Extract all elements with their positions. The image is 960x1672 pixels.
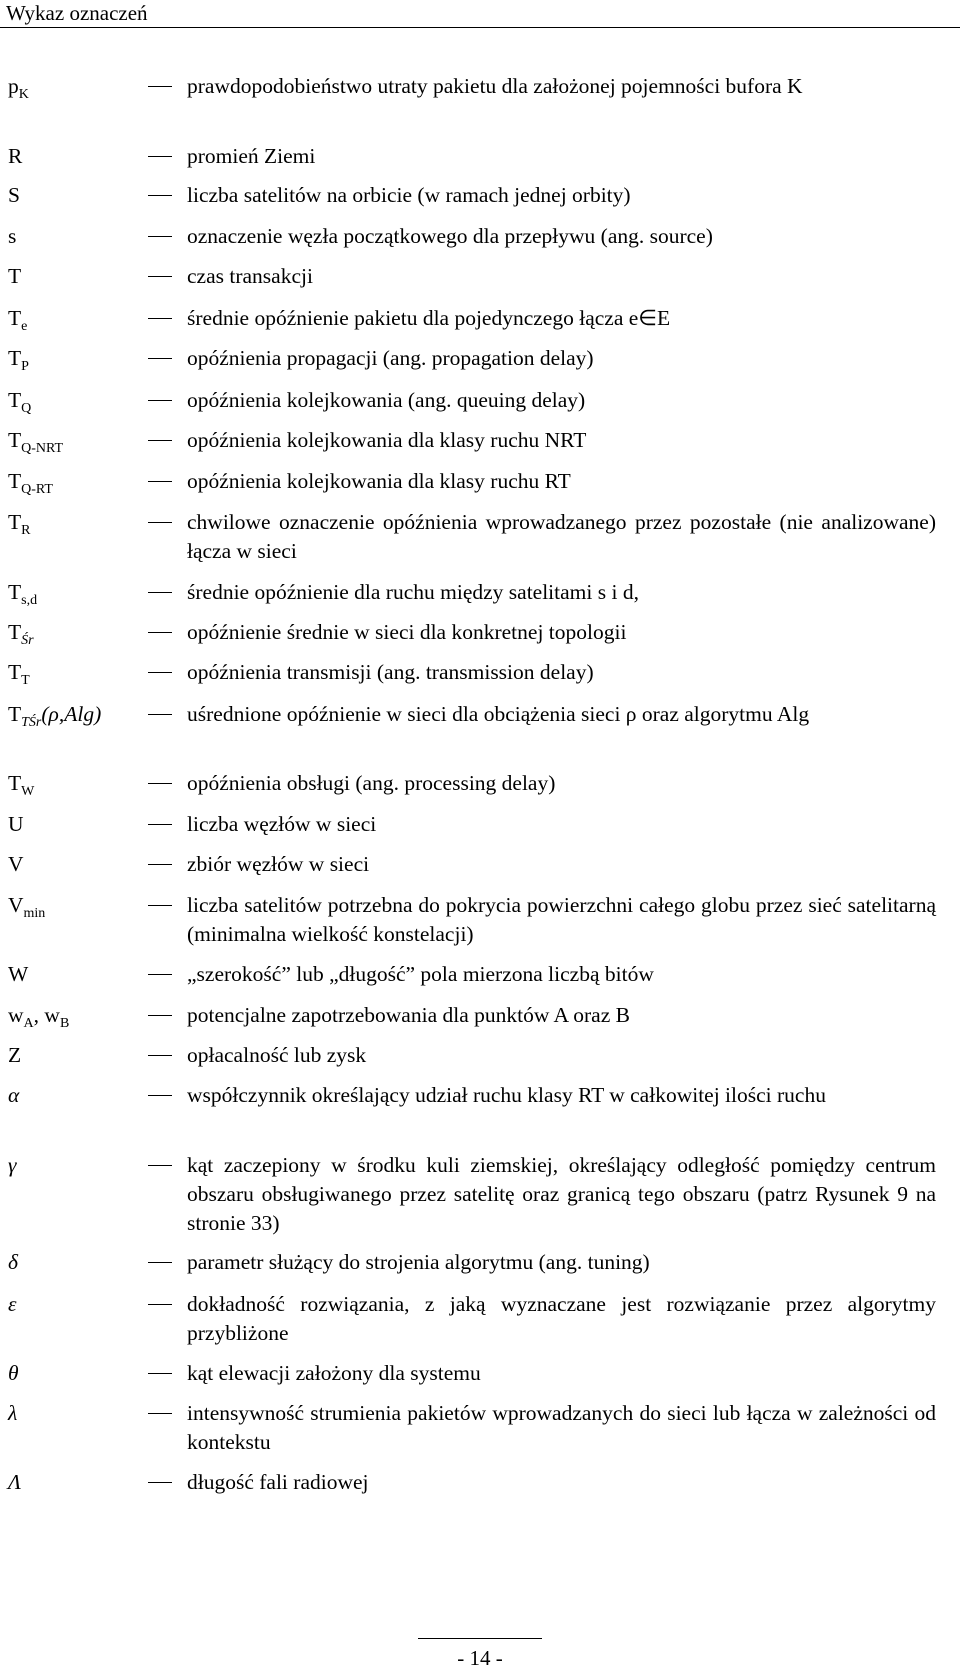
entry-dash (148, 714, 172, 715)
entry-dash (148, 440, 172, 441)
entry-dash (148, 318, 172, 319)
entry-description: opłacalność lub zysk (187, 1043, 367, 1067)
entry-symbol: $T_{TŚr}(\rho,Alg)$ (8, 702, 102, 730)
entry-dash (148, 783, 172, 784)
entry-description: intensywność strumienia pakietów wprowadzanych do sieci lub łącza w zależności od kontekstu (187, 1401, 936, 1454)
entry-dash (148, 1413, 172, 1414)
entry-symbol: θ (8, 1361, 19, 1385)
entry-symbol: R (8, 144, 23, 168)
entry-dash (148, 1015, 172, 1016)
entry-description: średnie opóźnienie pakietu dla pojedynczego łącza e∈E (187, 306, 671, 330)
entry-symbol: ε (8, 1292, 17, 1316)
entry-symbol: Z (8, 1043, 22, 1067)
entry-symbol: $T_Q$ (8, 388, 32, 416)
entry-description: kąt elewacji założony dla systemu (187, 1361, 481, 1385)
entry-dash (148, 864, 172, 865)
entry-description: liczba węzłów w sieci (187, 812, 377, 836)
entry-symbol: $p_K$ (8, 74, 29, 102)
entry-symbol: $w_A$, $w_B$ (8, 1003, 70, 1031)
entry-description: kąt zaczepiony w środku kuli ziemskiej, określający odległość pomiędzy centrum obszaru obsługiwanego przez satelitę oraz granicą tego obszaru (patrz Rysunek 9 na stronie 33) (187, 1153, 936, 1235)
entry-symbol: $T_{Q-RT}$ (8, 469, 53, 497)
entry-description: uśrednione opóźnienie w sieci dla obciążenia sieci ρ oraz algorytmu Alg (187, 702, 810, 726)
entry-description: opóźnienia obsługi (ang. processing delay) (187, 771, 556, 795)
entry-dash (148, 86, 172, 87)
entry-dash (148, 358, 172, 359)
entry-dash (148, 156, 172, 157)
entry-dash (148, 1262, 172, 1263)
entry-dash (148, 1165, 172, 1166)
entry-dash (148, 195, 172, 196)
entry-description: współczynnik określający udział ruchu klasy RT w całkowitej ilości ruchu (187, 1083, 826, 1107)
header-divider (0, 27, 960, 28)
entry-description: chwilowe oznaczenie opóźnienia wprowadzanego przez pozostałe (nie analizowane) łącza w sieci (187, 510, 936, 563)
page-header (0, 0, 960, 34)
entry-symbol: λ (8, 1401, 18, 1425)
entry-symbol: $T_P$ (8, 346, 29, 374)
entry-symbol: W (8, 962, 29, 986)
entry-symbol: $T_R$ (8, 510, 31, 538)
entry-description: opóźnienia kolejkowania dla klasy ruchu NRT (187, 428, 587, 452)
entry-description: potencjalne zapotrzebowania dla punktów A oraz B (187, 1003, 630, 1027)
entry-description: liczba satelitów potrzebna do pokrycia powierzchni całego globu przez sieć satelitarną (minimalna wielkość konstelacji) (187, 893, 936, 946)
entry-symbol: δ (8, 1250, 18, 1274)
entry-dash (148, 276, 172, 277)
entry-description: zbiór węzłów w sieci (187, 852, 370, 876)
entry-symbol: s (8, 224, 17, 248)
entry-dash (148, 1055, 172, 1056)
entry-symbol: $T_T$ (8, 660, 30, 688)
entry-description: czas transakcji (187, 264, 313, 288)
entry-dash (148, 481, 172, 482)
entry-description: „szerokość” lub „długość” pola mierzona liczbą bitów (187, 962, 654, 986)
entry-dash (148, 1304, 172, 1305)
entry-symbol: S (8, 183, 20, 207)
entry-symbol: T (8, 264, 22, 288)
entry-dash (148, 236, 172, 237)
entry-description: promień Ziemi (187, 144, 316, 168)
entry-dash (148, 1095, 172, 1096)
entry-description: oznaczenie węzła początkowego dla przepływu (ang. source) (187, 224, 713, 248)
entry-symbol: Λ (8, 1470, 21, 1494)
entry-dash (148, 824, 172, 825)
entry-description: średnie opóźnienie dla ruchu między satelitami s i d, (187, 580, 639, 604)
header-title: Wykaz oznaczeń (6, 1, 148, 25)
entry-description: dokładność rozwiązania, z jaką wyznaczane jest rozwiązanie przez algorytmy przybliżone (187, 1292, 936, 1345)
entry-symbol: γ (8, 1153, 17, 1177)
entry-description: długość fali radiowej (187, 1470, 369, 1494)
entry-symbol: $T_e$ (8, 306, 28, 334)
entry-symbol: $T_{Śr}$ (8, 620, 34, 648)
entry-symbol: $V_{min}$ (8, 893, 46, 921)
entry-symbol: V (8, 852, 24, 876)
entry-dash (148, 974, 172, 975)
entry-symbol: $T_{Q-NRT}$ (8, 428, 64, 456)
entry-symbol: $T_W$ (8, 771, 35, 799)
entry-description: opóźnienia propagacji (ang. propagation delay) (187, 346, 594, 370)
entry-description: opóźnienia transmisji (ang. transmission delay) (187, 660, 594, 684)
entry-description: opóźnienia kolejkowania dla klasy ruchu RT (187, 469, 571, 493)
entry-dash (148, 672, 172, 673)
entry-description: liczba satelitów na orbicie (w ramach jednej orbity) (187, 183, 631, 207)
entry-description: opóźnienie średnie w sieci dla konkretnej topologii (187, 620, 627, 644)
entry-dash (148, 905, 172, 906)
entry-symbol: $T_{s,d}$ (8, 580, 38, 608)
entry-description: opóźnienia kolejkowania (ang. queuing delay) (187, 388, 586, 412)
entry-description: prawdopodobieństwo utraty pakietu dla założonej pojemności bufora K (187, 74, 803, 98)
footer-divider (418, 1638, 542, 1639)
entry-dash (148, 400, 172, 401)
entry-dash (148, 1373, 172, 1374)
entry-dash (148, 632, 172, 633)
entry-symbol: α (8, 1083, 20, 1107)
entry-dash (148, 1482, 172, 1483)
entry-symbol: U (8, 812, 24, 836)
entry-dash (148, 522, 172, 523)
entry-dash (148, 592, 172, 593)
entry-description: parametr służący do strojenia algorytmu (ang. tuning) (187, 1250, 650, 1274)
page-number: - 14 - (457, 1646, 503, 1670)
